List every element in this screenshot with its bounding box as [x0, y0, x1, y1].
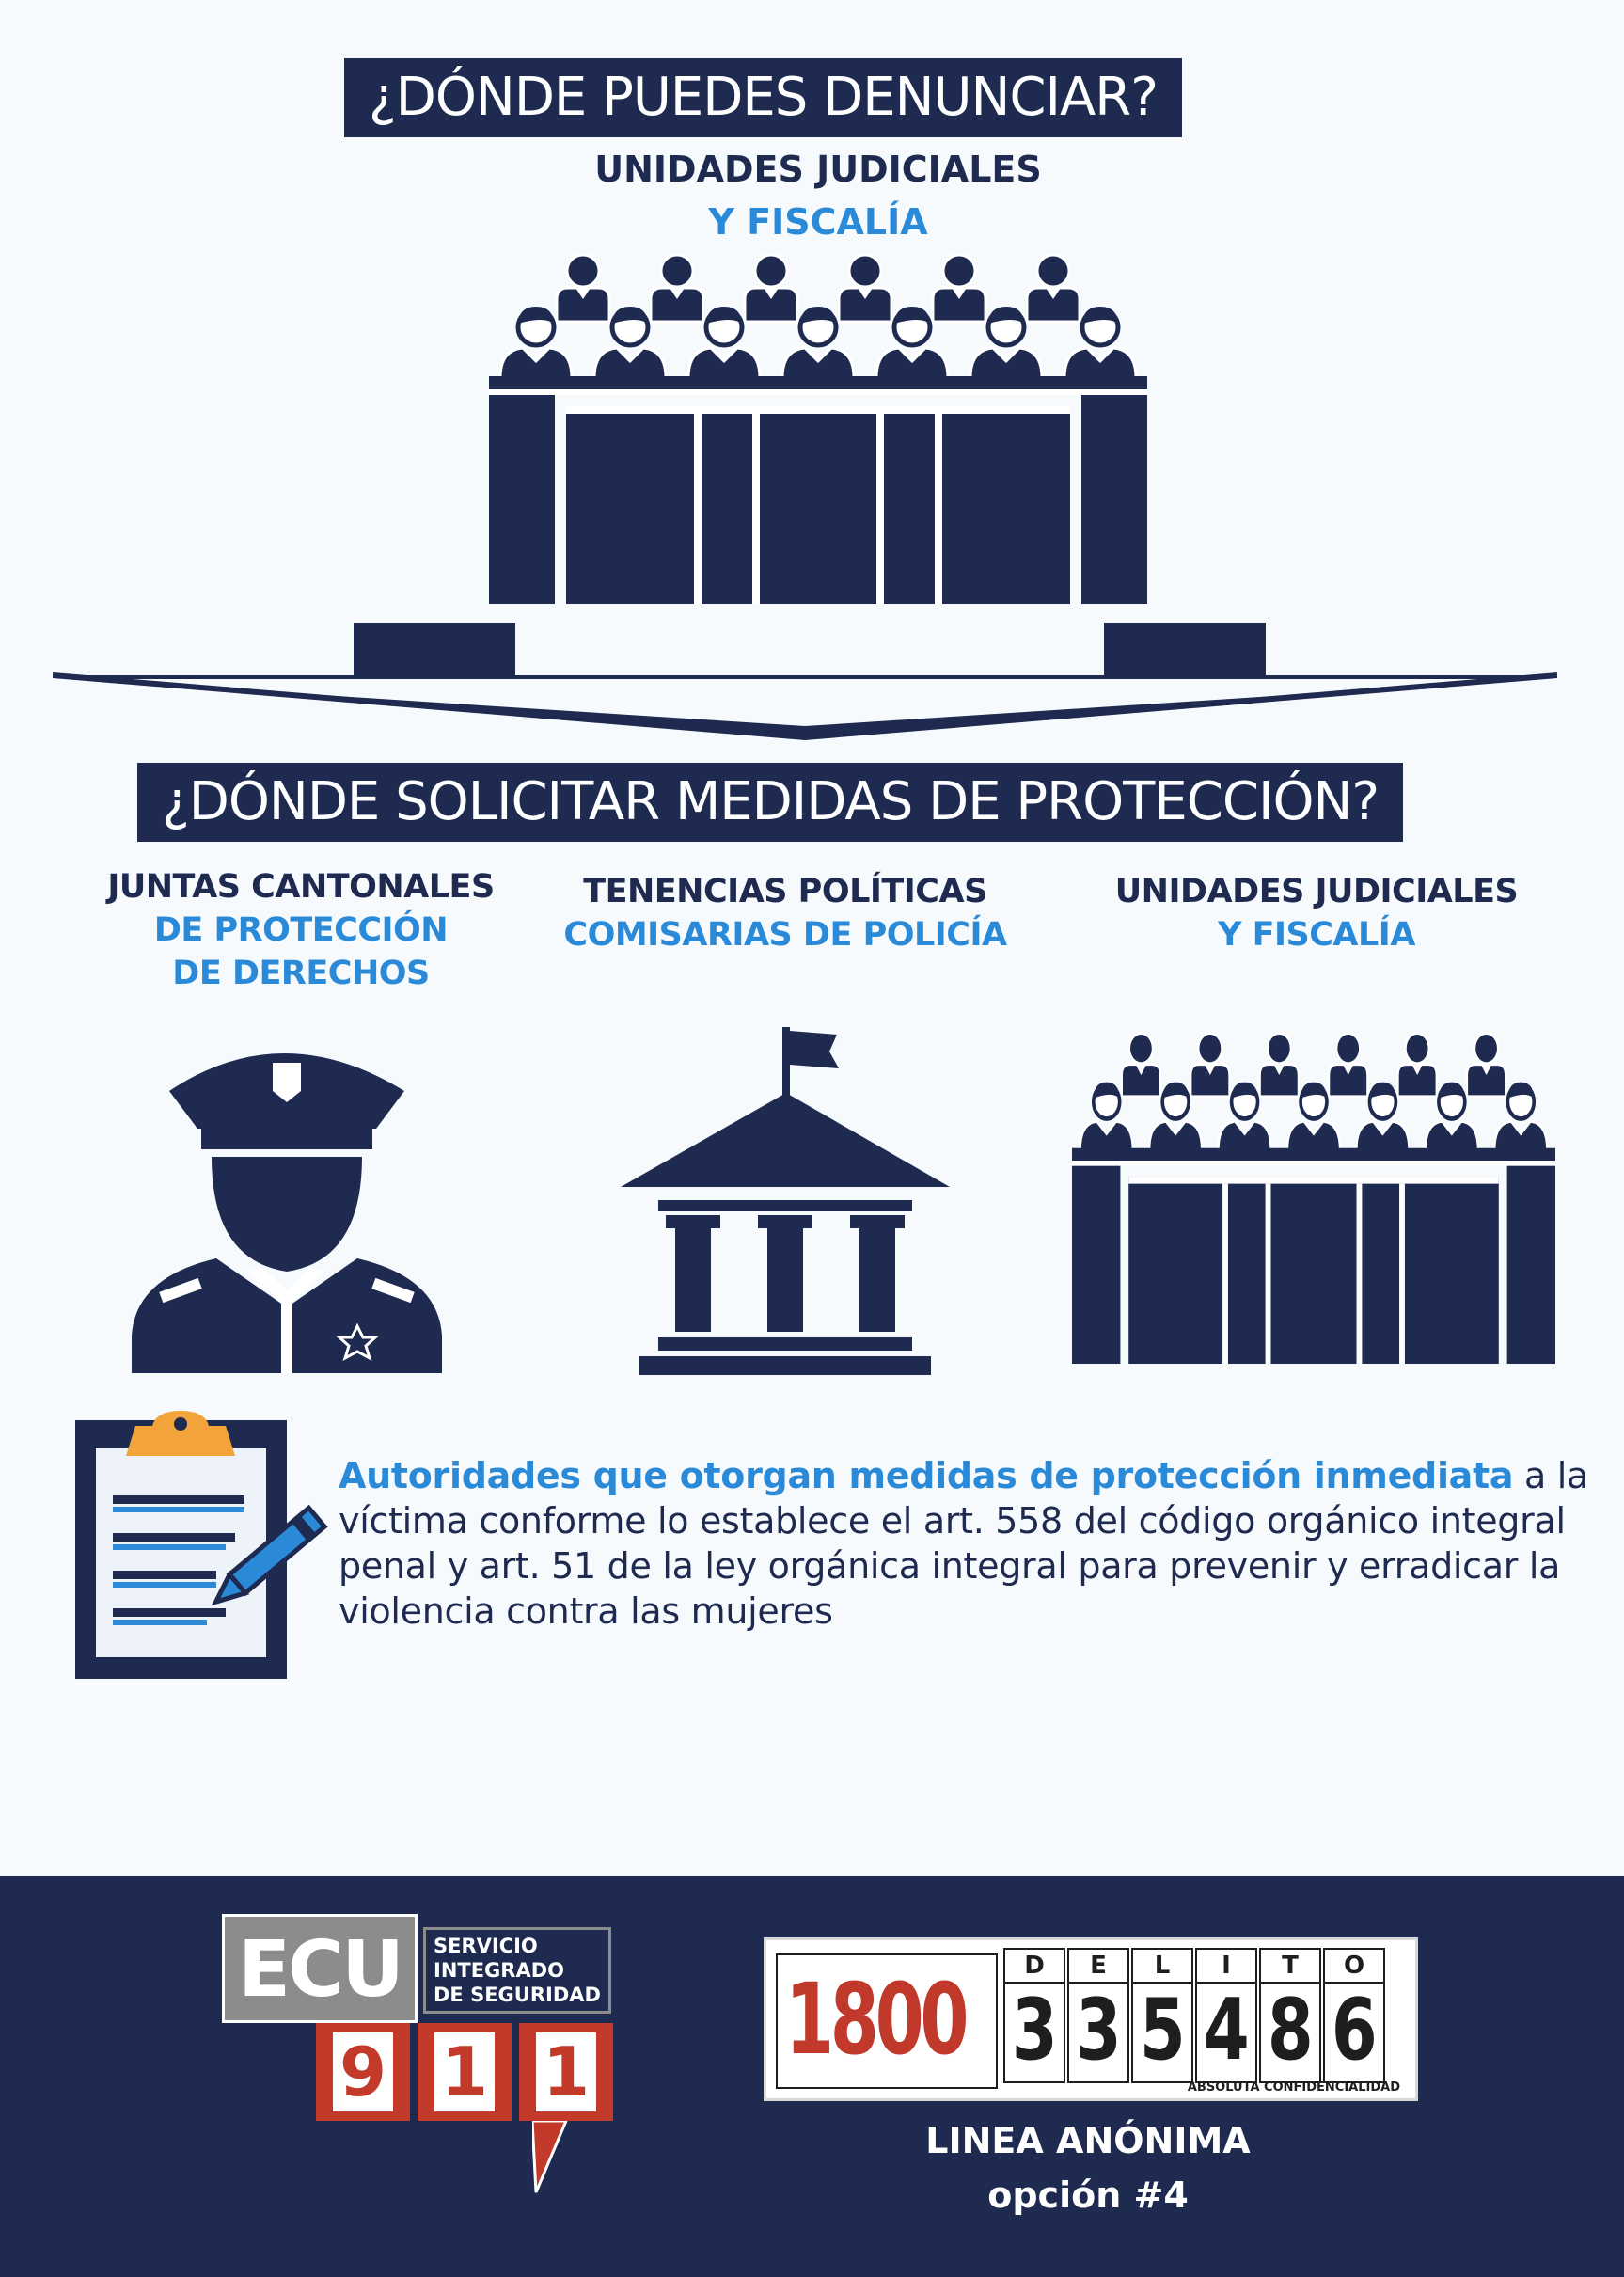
phone-cell: L 5: [1131, 1948, 1193, 2083]
authorities-text: a la víctima conforme lo establece el art. 558 del código orgánico integral penal y art. 51 de la ley orgánica integral para prevenir y erradicar la violencia contra las mujeres: [339, 1455, 1589, 1632]
service-line: DE SEGURIDAD: [434, 1984, 601, 2006]
speech-tail-icon: [532, 2121, 570, 2196]
digits-911: [316, 2023, 613, 2121]
line-label: LINEA ANÓNIMA: [925, 2120, 1251, 2161]
phone-prefix-box: [776, 1953, 998, 2089]
subtitle-fiscalia: Y FISCALÍA: [708, 201, 928, 243]
phone-cell: E 3: [1067, 1948, 1129, 2083]
column-juntas-cantonales: [75, 865, 527, 995]
digit-911: 1: [519, 2023, 613, 2121]
service-line: INTEGRADO: [434, 1959, 565, 1982]
courtroom-icon: [1072, 1025, 1555, 1364]
digit-911: 9: [316, 2023, 410, 2121]
subtitle-unidades-judiciales: UNIDADES JUDICIALES: [594, 149, 1042, 190]
confidential-label: ABSOLUTA CONFIDENCIALIDAD: [1187, 2080, 1400, 2095]
column-label-dark: TENENCIAS POLÍTICAS: [583, 873, 987, 910]
title-medidas-proteccion: ¿DÓNDE SOLICITAR MEDIDAS DE PROTECCIÓN?: [137, 763, 1403, 842]
ecu911-logo: [222, 1914, 636, 2196]
phone-cell: I 4: [1195, 1948, 1257, 2083]
police-officer-icon: [122, 1025, 451, 1373]
phone-cell: O 6: [1323, 1948, 1385, 2083]
authorities-description: [339, 1453, 1599, 1634]
column-tenencias-politicas: [545, 870, 1025, 957]
phone-cell: D 3: [1003, 1948, 1065, 2083]
column-label-blue: Y FISCALÍA: [1218, 916, 1415, 954]
column-label-dark: JUNTAS CANTONALES: [107, 868, 495, 906]
government-building-icon: [621, 1027, 950, 1375]
service-line: SERVICIO: [434, 1935, 538, 1957]
courtroom-icon: [489, 246, 1147, 604]
ecu-label: ECU: [222, 1914, 418, 2023]
column-label-dark: UNIDADES JUDICIALES: [1114, 873, 1519, 910]
phone-number-box[interactable]: [764, 1937, 1418, 2101]
digit-911: 1: [418, 2023, 512, 2121]
phone-digit-cells: [1003, 1948, 1385, 2083]
option-label: opción #4: [987, 2174, 1189, 2216]
title-donde-denunciar: ¿DÓNDE PUEDES DENUNCIAR?: [344, 58, 1182, 137]
clipboard-pen-icon: [75, 1411, 329, 1679]
phone-cell: T 8: [1259, 1948, 1321, 2083]
authorities-highlight: Autoridades que otorgan medidas de protección inmediata: [339, 1455, 1514, 1496]
column-label-blue: DE PROTECCIÓN: [153, 911, 449, 949]
service-label: [423, 1927, 611, 2014]
column-unidades-judiciales: [1081, 870, 1552, 957]
column-label-blue: COMISARIAS DE POLICÍA: [563, 916, 1007, 954]
phone-prefix: 1800: [785, 1962, 966, 2077]
column-label-blue: DE DERECHOS: [172, 955, 430, 992]
down-arrow-connector: [53, 623, 1557, 745]
